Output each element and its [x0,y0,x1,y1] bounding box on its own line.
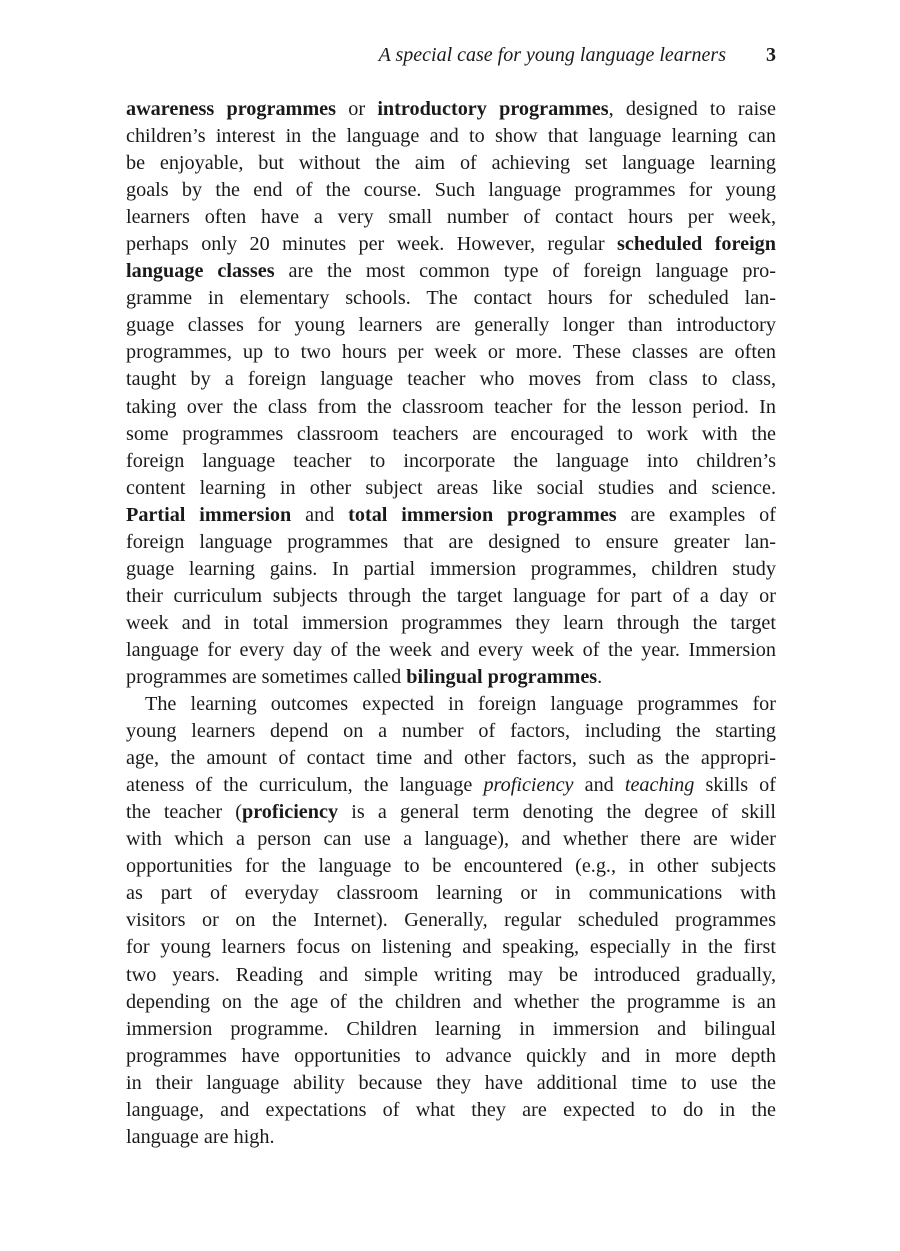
text-run: and [573,774,625,797]
text-run: goals by the end of the course. Such language programmes for young [126,179,776,202]
text-run: . [597,665,603,688]
text-run: guage learning gains. In partial immersion programmes, children study [126,557,776,580]
text-line [126,366,776,393]
italic-term: teaching [624,774,695,797]
body-text [126,96,776,1151]
text-run: , designed to raise [608,98,776,120]
text-run: as part of everyday classroom learning or in communications with [126,882,776,905]
text-line [126,502,776,529]
text-line [126,1043,776,1070]
text-line [126,934,776,961]
text-run: are examples of [616,503,776,526]
text-line [126,989,776,1016]
text-line [126,150,776,177]
text-line [126,421,776,448]
text-run: be enjoyable, but without the aim of achieving set language learning [126,152,776,175]
text-run: in their language ability because they have additional time to use the [126,1071,776,1094]
text-run: programmes, up to two hours per week or more. These classes are often [126,341,776,364]
bold-term: language classes [126,260,275,283]
text-run: young learners depend on a number of factors, including the starting [126,720,776,743]
text-run: taught by a foreign language teacher who moves from class to class, [126,368,776,391]
text-line [126,637,776,664]
text-run: taking over the class from the classroom teacher for the lesson period. In [126,395,776,418]
text-run: their curriculum subjects through the target language for part of a day or [126,584,776,607]
text-line [126,96,776,123]
text-run: learners often have a very small number of contact hours per week, [126,206,776,229]
text-line [126,394,776,421]
bold-term: introductory programmes [377,98,609,120]
text-line [126,962,776,989]
text-line [126,907,776,934]
text-run: the teacher ( [126,801,242,824]
text-line [126,1097,776,1124]
text-line [126,880,776,907]
text-line [126,799,776,826]
text-run: opportunities for the language to be encountered (e.g., in other subjects [126,855,776,878]
bold-term: Partial immersion [126,503,292,526]
text-run: language for every day of the week and every week of the year. Immersion [126,638,776,661]
text-line [126,204,776,231]
text-line [126,339,776,366]
text-line [126,853,776,880]
text-run: two years. Reading and simple writing may be introduced gradually, [126,963,776,986]
text-line [126,745,776,772]
text-run: programmes are sometimes called [126,665,407,688]
bold-term: awareness programmes [126,98,336,120]
text-run: are the most common type of foreign language pro- [274,260,776,283]
text-line [126,664,776,691]
text-line [126,231,776,258]
bold-term: proficiency [241,801,339,824]
text-line [126,826,776,853]
text-run: foreign language programmes that are designed to ensure greater lan- [126,530,776,553]
text-run: and [291,503,349,526]
text-run: perhaps only 20 minutes per week. However, regular [126,233,618,256]
text-line [126,258,776,285]
text-line [126,123,776,150]
text-line [126,556,776,583]
text-line [126,475,776,502]
text-run: depending on the age of the children and whether the programme is an [126,990,776,1013]
text-run: language, and expectations of what they are expected to do in the [126,1098,776,1121]
text-line [126,177,776,204]
text-line [126,610,776,637]
bold-term: total immersion programmes [348,503,617,526]
text-run: visitors or on the Internet). Generally, regular scheduled programmes [126,909,776,932]
text-line [126,718,776,745]
page-number: 3 [766,44,776,66]
running-head-title: A special case for young language learners [378,44,726,66]
text-line [126,448,776,475]
text-run: ateness of the curriculum, the language [126,774,484,797]
text-line [126,312,776,339]
text-run: immersion programme. Children learning in immersion and bilingual [126,1017,776,1040]
italic-term: proficiency [483,774,574,797]
text-run: gramme in elementary schools. The contact hours for scheduled lan- [126,287,776,310]
text-line [126,1070,776,1097]
text-run: skills of [694,774,776,797]
text-run: language are high. [126,1125,275,1148]
text-run: is a general term denoting the degree of skill [338,801,776,824]
text-run: children’s interest in the language and to show that language learning can [126,125,776,148]
text-run: with which a person can use a language), and whether there are wider [126,828,776,851]
bold-term: scheduled foreign [617,233,776,256]
text-line [126,1124,776,1151]
bold-term: bilingual programmes [406,665,598,688]
text-run: guage classes for young learners are generally longer than introductory [126,314,776,337]
text-line [126,529,776,556]
running-head [126,44,776,70]
text-line [126,772,776,799]
text-run: foreign language teacher to incorporate the language into children’s [126,449,776,472]
text-run: or [336,98,378,120]
text-run: content learning in other subject areas like social studies and science. [126,476,776,499]
text-run: programmes have opportunities to advance quickly and in more depth [126,1044,776,1067]
text-run: The learning outcomes expected in foreign language programmes for [145,693,776,716]
text-run: age, the amount of contact time and other factors, such as the appropri- [126,747,776,770]
text-line [126,583,776,610]
text-line [126,691,776,718]
text-run: week and in total immersion programmes they learn through the target [126,611,776,634]
text-line [126,1016,776,1043]
text-run: for young learners focus on listening and speaking, especially in the first [126,936,776,959]
text-line [126,285,776,312]
text-run: some programmes classroom teachers are encouraged to work with the [126,422,776,445]
